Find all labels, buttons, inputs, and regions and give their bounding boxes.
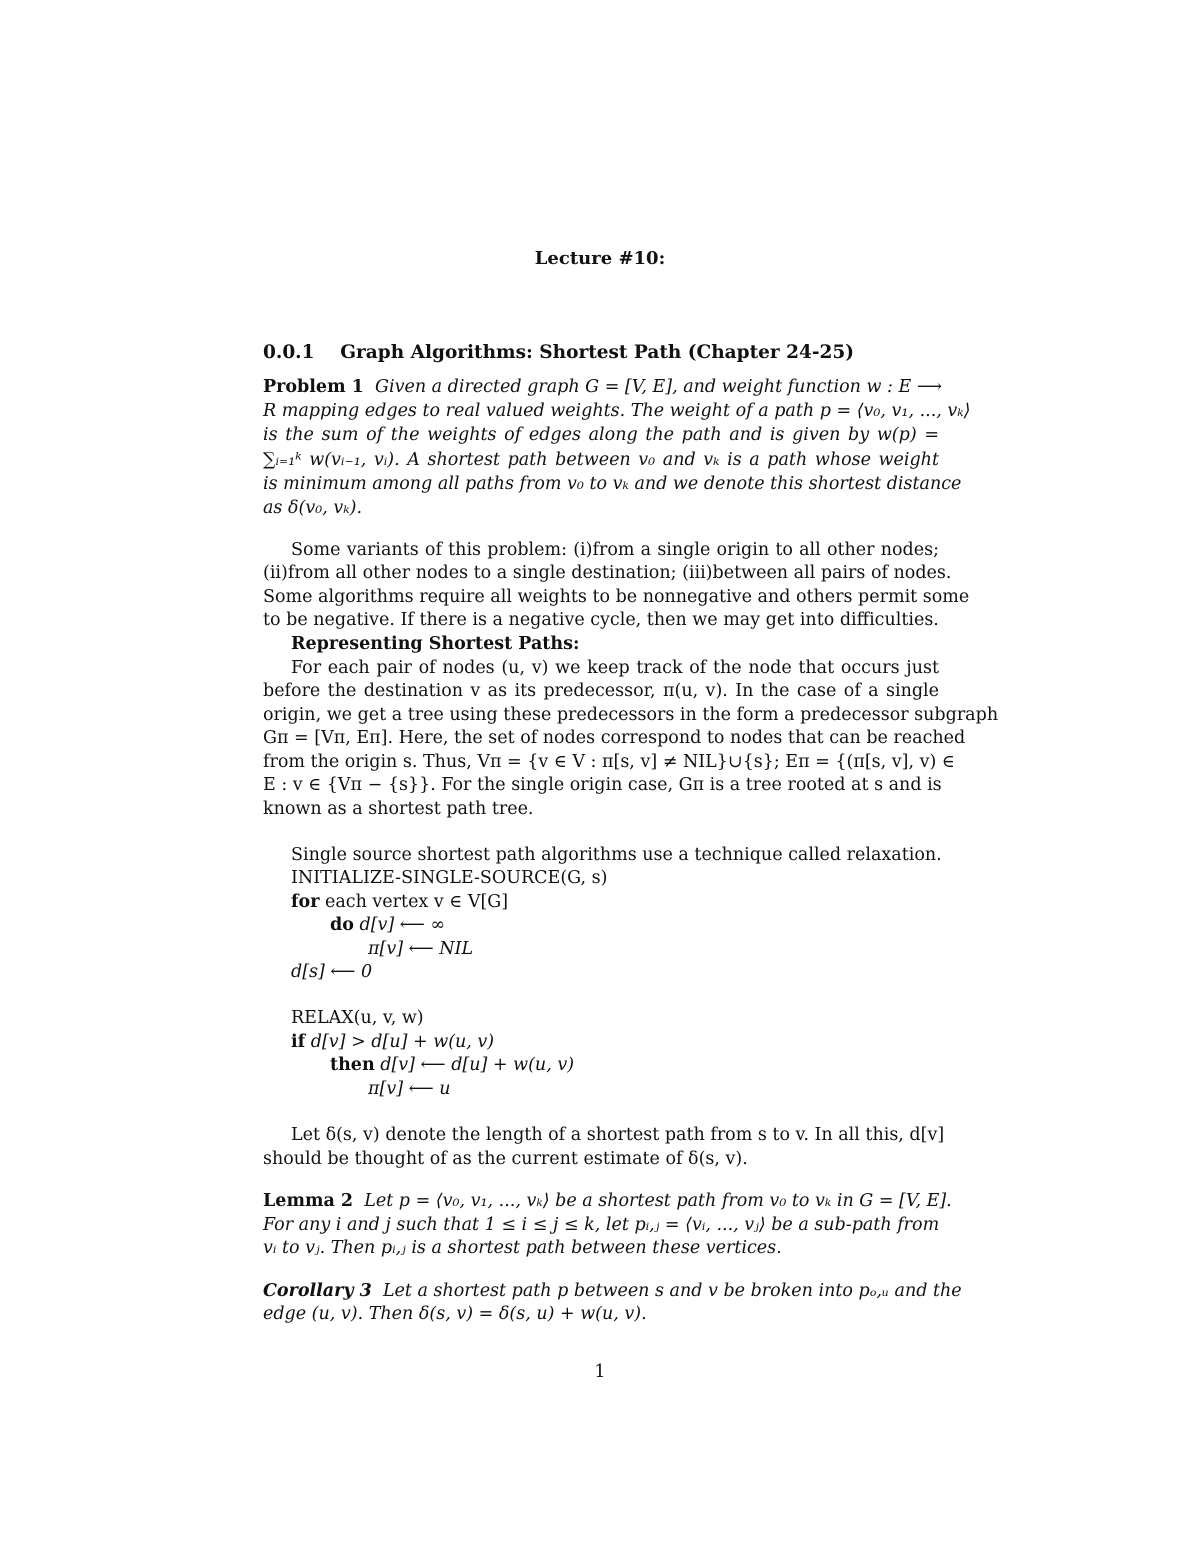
representing-line-2: before the destination v as its predecessor, π(u, v). In the case of a single: [263, 681, 939, 701]
init-pi-line: π[v] ⟵ NIL: [368, 939, 474, 959]
page-number: 1: [594, 1362, 606, 1382]
problem-line-5: is minimum among all paths from v₀ to vₖ and we denote this shortest distance: [263, 474, 962, 494]
problem-line-4: ∑ᵢ₌₁ᵏ w(vᵢ₋₁, vᵢ). A shortest path between v₀ and vₖ is a path whose weight: [263, 450, 939, 470]
lemma-line-3: vᵢ to vⱼ. Then pᵢ,ⱼ is a shortest path between these vertices.: [263, 1238, 782, 1258]
variants-line-1: Some variants of this problem: (i)from a single origin to all other nodes;: [291, 540, 939, 560]
init-do-line: do d[v] ⟵ ∞: [330, 915, 446, 935]
corollary-line-1: Corollary 3 Let a shortest path p between s and v be broken into pₒ,ᵤ and the: [263, 1281, 962, 1301]
section-heading: 0.0.1 Graph Algorithms: Shortest Path (Chapter 24-25): [263, 342, 855, 363]
variants-line-3: Some algorithms require all weights to be nonnegative and others permit some: [263, 587, 970, 607]
representing-line-4: Gπ = [Vπ, Eπ]. Here, the set of nodes correspond to nodes that can be reached: [263, 728, 966, 748]
relax-if-line: if d[v] > d[u] + w(u, v): [291, 1032, 495, 1052]
variants-line-4: to be negative. If there is a negative cycle, then we may get into difficulties.: [263, 610, 939, 630]
representing-line-6: E : v ∈ {Vπ − {s}}. For the single origin case, Gπ is a tree rooted at s and is: [263, 775, 942, 795]
relaxation-intro: Single source shortest path algorithms use a technique called relaxation.: [291, 845, 942, 865]
delta-line-2: should be thought of as the current estimate of δ(s, v).: [263, 1149, 748, 1169]
problem-line-6: as δ(v₀, vₖ).: [263, 498, 363, 518]
representing-heading: Representing Shortest Paths:: [291, 634, 580, 654]
init-last-line: d[s] ⟵ 0: [291, 962, 373, 982]
representing-line-5: from the origin s. Thus, Vπ = {v ∈ V : π[s, v] ≠ NIL}∪{s}; Eπ = {(π[s, v], v) ∈: [263, 752, 955, 772]
relax-then-line: then d[v] ⟵ d[u] + w(u, v): [330, 1055, 575, 1075]
init-for-line: for each vertex v ∈ V[G]: [291, 892, 509, 912]
problem-line-3: is the sum of the weights of edges along the path and is given by w(p) =: [263, 425, 939, 445]
lemma-label: Lemma 2: [263, 1191, 354, 1211]
relax-algo-name: RELAX(u, v, w): [291, 1008, 424, 1028]
problem-line-1: Problem 1 Given a directed graph G = [V, E], and weight function w : E ⟶: [263, 377, 942, 397]
problem-label: Problem 1: [263, 377, 364, 397]
relax-pi-line: π[v] ⟵ u: [368, 1079, 451, 1099]
lemma-line-1: Lemma 2 Let p = ⟨v₀, v₁, ..., vₖ⟩ be a shortest path from v₀ to vₖ in G = [V, E].: [263, 1191, 952, 1211]
corollary-line-2: edge (u, v). Then δ(s, v) = δ(s, u) + w(u, v).: [263, 1304, 647, 1324]
representing-line-3: origin, we get a tree using these predecessors in the form a predecessor subgraph: [263, 705, 999, 725]
representing-line-1: For each pair of nodes (u, v) we keep track of the node that occurs just: [291, 658, 939, 678]
lecture-title: Lecture #10:: [534, 248, 666, 269]
representing-line-7: known as a shortest path tree.: [263, 799, 534, 819]
delta-line-1: Let δ(s, v) denote the length of a shortest path from s to v. In all this, d[v]: [291, 1125, 945, 1145]
corollary-label: Corollary 3: [263, 1281, 372, 1301]
problem-line-2: R mapping edges to real valued weights. The weight of a path p = ⟨v₀, v₁, ..., vₖ⟩: [263, 401, 971, 421]
init-algo-name: INITIALIZE-SINGLE-SOURCE(G, s): [291, 868, 608, 888]
variants-line-2: (ii)from all other nodes to a single destination; (iii)between all pairs of nodes.: [263, 563, 952, 583]
lemma-line-2: For any i and j such that 1 ≤ i ≤ j ≤ k, let pᵢ,ⱼ = ⟨vᵢ, ..., vⱼ⟩ be a sub-path from: [263, 1215, 940, 1235]
